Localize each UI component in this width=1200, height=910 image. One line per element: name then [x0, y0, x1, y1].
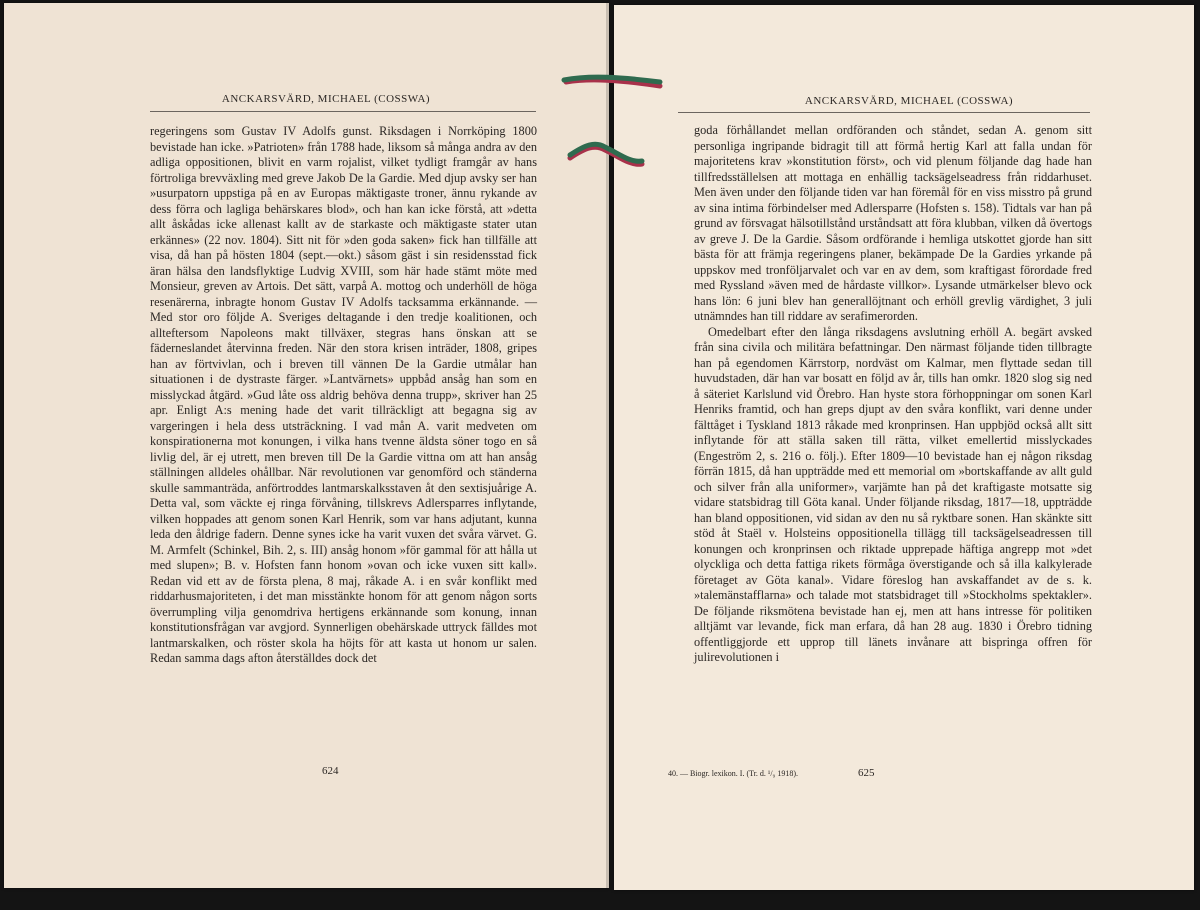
left-page — [4, 3, 608, 888]
right-page — [614, 5, 1194, 890]
right-body-text — [694, 123, 1092, 666]
right-paragraph-1: goda förhållandet mellan ordföranden och ståndet, sedan A. genom sitt personliga ingripande bidragit till att förmå hertig Karl att falla undan för majoritetens krav »konstitution först», och vid plenum följande dag hade han tillfredsställelsen att mottaga en enhällig tacksägelseadress från riddarhuset. Men även under den följande tiden var han föremål för en viss misstro på grund av sina intima förbindelser med Adlersparre (Hofsten s. 158). Tidtals var han på grund av försvagat hälsotillstånd urståndsatt att föra klubban, vilken då övertogs av greve J. De la Gardie. Såsom ordförande i hemliga utskottet gjorde han sitt bästa för att främja regeringens planer, bekämpade De la Gardies yrkande på uppskov med tronföljarvalet och var en av dem, som kraftigast förordade fred med Ryssland »även med de hårdaste villkor». Lysande utmärkelser blevo ock hans lön: 6 juni blev han generallöjtnant och erhöll grevlig värdighet, 3 juli utnämndes han till riddare av serafimerorden. — [694, 123, 1092, 323]
printer-footnote: 40. — Biogr. lexikon. I. (Tr. d. ¹/₉ 1918). — [668, 769, 799, 778]
left-paragraph-1: regeringens som Gustav IV Adolfs gunst. Riksdagen i Norrköping 1800 bevistade han icke. »Patrioten» från 1788 hade, liksom så många andra av den adliga oppositionen, blivit en varm rojalist, vilket tydligt framgår av hans förtroliga brevväxling med greve Jakob De la Gardie. Med djup avsky ser han »usurpatorn uppstiga på en av Europas mäktigaste troner, ännu rykande av dess förra och lagliga behärskares blod», och han kan icke förstå, att »detta allt åskådas icke allenast kallt av de starkaste och mäktigaste stater utan erkännes» (22 nov. 1804). Sitt nit för »den goda saken» fick han tillfälle att visa, då han på hösten 1804 (sept.—okt.) såsom gäst i sin residensstad fick äran hälsa den landsflyktige Ludvig XVIII, som här hade stämt möte med Monsieur, greven av Artois. Det sätt, varpå A. mottog och underhöll de höga resenärerna, inbragte honom Gustav IV Adolfs tacksamma erkännande. — Med stor oro följde A. Sveriges deltagande i den tredje koalitionen, och allteftersom Napoleons makt tillväxer, stegras hans önskan att se fäderneslandet återvinna freden. När den stora krisen inträder, 1808, gripes han av förtvivlan, och i breven till vännen De la Gardie utmålar han situationen i de dystraste färger. »Lantvärnets» uppbåd ansåg han som en misslyckad åtgärd. »Gud låte oss aldrig behöva denna trupp», skriver han 25 apr. Enligt A:s mening hade det varit tillräckligt att begagna sig av vargeringen i hela dess utsträckning. I vad mån A. varit medveten om konspirationerna mot konungen, i vilka hans tvenne äldsta söner togo en så livlig del, är ej utrett, men breven till De la Gardie vittna om att han ansåg ställningen alldeles ohållbar. När revolutionen var genomförd och ständerna skulle sammanträda, anförtroddes lantmarskalksstaven åt den sextisjuårige A. Detta val, som väckte ej ringa förvåning, tillskrevs Adlersparres inflytande, vilken hoppades att genom sonen Karl Henrik, som var hans adjutant, kunna leda den åldrige fadern. Denne synes icke ha varit vuxen det svåra värvet. G. M. Armfelt (Schinkel, Bih. 2, s. III) ansåg honom »för gammal för att hålla ut med slupen»; B. v. Hofsten fann honom »ovan och icke vuxen sitt kall». Redan vid ett av de första plena, 8 maj, råkade A. i en svår konflikt med riddarhusmajoriteten, i det man misstänkte honom för att genom någon sorts överrumpling vilja genomdriva hertigens erkännande som konung, innan konstitutionsfrågan var avgjord. Synnerligen obehärskade uttryck fälldes mot lantmarskalken, och röster skola ha höjts för att kasta ut honom ur salen. Redan samma dags afton återställdes dock det — [150, 124, 537, 665]
right-page-number: 625 — [858, 767, 875, 779]
bookmark-ribbon-icon — [560, 60, 670, 180]
left-body-text — [150, 124, 537, 667]
left-header-rule — [150, 111, 536, 112]
right-running-header: ANCKARSVÄRD, MICHAEL (COSSWA) — [804, 95, 1014, 107]
left-running-header: ANCKARSVÄRD, MICHAEL (COSSWA) — [221, 93, 431, 105]
right-paragraph-2: Omedelbart efter den långa riksdagens avslutning erhöll A. begärt avsked från sina civila och militära befattningar. Den närmast följande tiden tillbragte han på egendomen Kärrstorp, nordväst om Kalmar, men flyttade sedan till huvudstaden, där han var bosatt en följd av år, tills han omkr. 1820 slog sig ned å säteriet Karlslund vid Örebro. Han hyste stora förhoppningar om sonen Karl Henriks framtid, och han greps djupt av den svåra konflikt, vari denne under fälttåget i Tyskland 1813 råkade med kronprinsen. Han uppbjöd också allt sitt inflytande för att ställa saken till rätta, vilket emellertid misslyckades (Engeström 2, s. 216 o. följ.). Efter 1809—10 bevistade han ej någon riksdag förrän 1815, då han uppträdde med ett memorial om »bortskaffande av allt guld och silver från alla uniformer», varjämte han på det kraftigaste motsatte sig vidare statsbidrag till Göta kanal. Under följande riksdag, 1817—18, uppträdde han bland oppositionen, vid sidan av den nu så ryktbare sonen. Han skänkte sitt stöd åt Staël v. Holsteins oppositionella tillägg till tacksägelseadressen till konungen och kronprinsen och riktade upprepade häftiga angrepp mot »det olyckliga och detta fattiga rikets förmåga överstigande och så illa kalkylerade företaget av Göta kanal». Vidare föreslog han avskaffandet av de s. k. »talemänstafflarna» och talade mot statsbidraget till »Stockholms spektakler». De följande riksmötena bevistade han ej, men att hans intresse för politiken alltjämt var levande, fick man erfara, då han 28 aug. 1830 i Örebro tidning offentliggjorde ett upprop till länets invånare att bispringa offren för julirevolutionen i — [694, 324, 1092, 664]
right-header-rule — [678, 112, 1090, 113]
left-page-number: 624 — [322, 765, 339, 777]
